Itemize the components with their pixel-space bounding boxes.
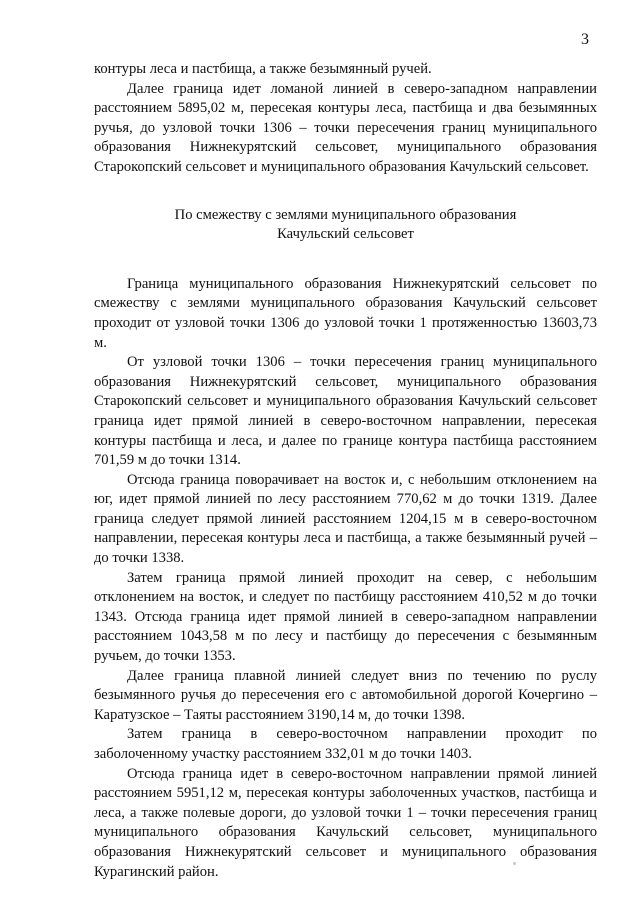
paragraph-northwest-boundary: Далее граница идет ломаной линией в северо-западном направлении расстоянием 5895,02 м, пересекая контуры леса, пастбища и два безымянных ручья, до узловой точки 1306 – точки пересечения границ муниципального образования Нижнекурятский сельсовет, муниципального образования Старокопский сельсовет и муниципального образования Качульский сельсовет. xyxy=(94,80,597,175)
paragraph-point-1338: Затем граница прямой линией проходит на север, с небольшим отклонением на восток, и следует по пастбищу расстоянием 410,52 м до точки 1343. Отсюда граница идет прямой линией в северо-западном направлении расстоянием 1043,58 м по лесу и пастбищу до пересечения с безымянным ручьем, до точки 1353. xyxy=(94,569,597,665)
document-page xyxy=(94,0,597,905)
paragraph-point-1398: Затем граница в северо-восточном направлении проходит по заболоченному участку расстоянием 332,01 м до точки 1403. xyxy=(94,726,597,762)
section-heading xyxy=(94,206,597,245)
paragraph-point-1314: Отсюда граница поворачивает на восток и, с небольшим отклонением на юг, идет прямой линией по лесу расстоянием 770,62 м до точки 1319. Далее граница следует прямой линией расстоянием 1204,15 м в северо-восточном направлении, пересекая контуры леса и пастбища, а также безымянный ручей – до точки 1338. xyxy=(94,471,597,567)
document-body xyxy=(94,60,597,882)
paragraph-point-1403: Отсюда граница идет в северо-восточном направлении прямой линией расстоянием 5951,12 м, пересекая контуры заболоченных участков, пастбища и леса, а также полевые дороги, до узловой точки 1 – точки пересечения границ муниципального образования Качульский сельсовет, муниципального образования Нижнекурятский сельсовет и муниципального образования Курагинский район. xyxy=(94,765,597,880)
paragraph-point-1353: Далее граница плавной линией следует вниз по течению по руслу безымянного ручья до пересечения его с автомобильной дорогой Кочергино – Каратузское – Таяты расстоянием 3190,14 м, до точки 1398. xyxy=(94,667,597,723)
scan-dot xyxy=(513,862,516,865)
paragraph-boundary-overview: Граница муниципального образования Нижнекурятский сельсовет по смежеству с землями муниципального образования Качульский сельсовет проходит от узловой точки 1306 до узловой точки 1 протяженностью 13603,73 м. xyxy=(94,275,597,351)
section-heading-line-1: По смежеству с землями муниципального образования xyxy=(174,206,517,223)
page-number: 3 xyxy=(581,31,589,48)
paragraph-continuation: контуры леса и пастбища, а также безымянный ручей. xyxy=(94,61,432,77)
section-heading-line-2: Качульский сельсовет xyxy=(277,226,414,243)
paragraph-point-1306: От узловой точки 1306 – точки пересечения границ муниципального образования Нижнекурятский сельсовет, муниципального образования Старокопский сельсовет и муниципального образования Качульский сельсовет граница идет прямой линией в северо-восточном направлении, пересекая контуры пастбища и леса, и далее по границе контура пастбища расстоянием 701,59 м до точки 1314. xyxy=(94,354,597,469)
